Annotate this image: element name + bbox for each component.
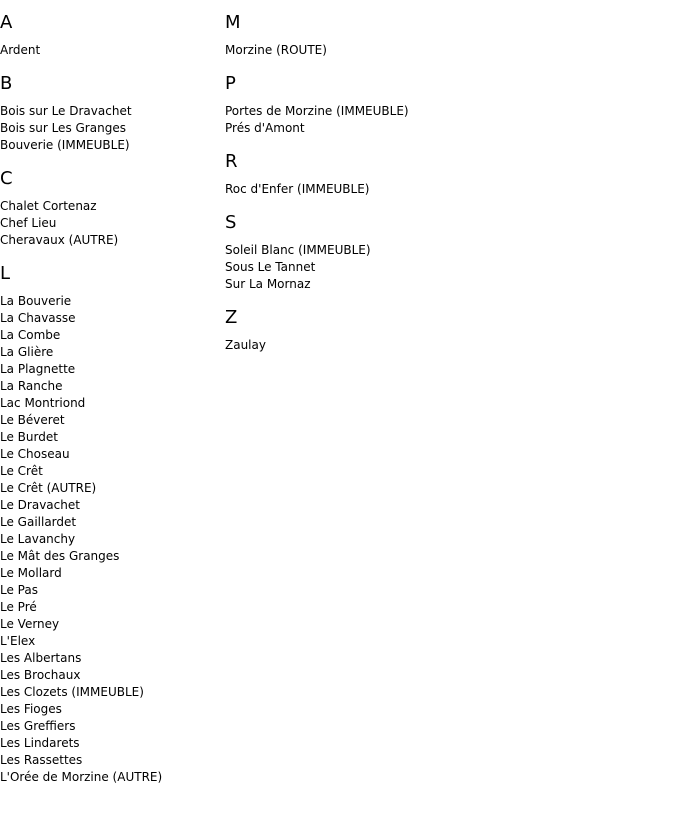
place-link[interactable]: Roc d'Enfer (IMMEUBLE) — [225, 182, 370, 196]
place-list — [0, 103, 220, 154]
place-link[interactable]: La Combe — [0, 328, 61, 342]
letter-heading: M — [225, 12, 241, 33]
place-link[interactable]: Les Fioges — [0, 702, 62, 716]
place-link[interactable]: Le Mollard — [0, 566, 62, 580]
letter-group — [225, 212, 665, 293]
letter-heading: C — [0, 168, 13, 189]
letter-heading: Z — [225, 307, 238, 328]
place-link[interactable]: L'Elex — [0, 634, 36, 648]
place-list — [225, 337, 665, 354]
left-column — [0, 0, 220, 786]
place-link[interactable]: Lac Montriond — [0, 396, 86, 410]
place-list — [225, 103, 665, 137]
place-link[interactable]: Cheravaux (AUTRE) — [0, 233, 119, 247]
place-link[interactable]: Prés d'Amont — [225, 121, 305, 135]
place-link[interactable]: L'Orée de Morzine (AUTRE) — [0, 770, 163, 784]
place-list — [0, 42, 220, 59]
place-link[interactable]: Les Albertans — [0, 651, 82, 665]
place-list — [225, 242, 665, 293]
place-link[interactable]: Le Pas — [0, 583, 38, 597]
place-link[interactable]: Soleil Blanc (IMMEUBLE) — [225, 243, 371, 257]
place-link[interactable]: Le Crêt — [0, 464, 43, 478]
letter-group — [0, 168, 220, 249]
place-link[interactable]: Portes de Morzine (IMMEUBLE) — [225, 104, 409, 118]
place-link[interactable]: Sur La Mornaz — [225, 277, 311, 291]
place-list — [0, 198, 220, 249]
letter-heading: L — [0, 263, 11, 284]
place-link[interactable]: Les Brochaux — [0, 668, 81, 682]
place-link[interactable]: Morzine (ROUTE) — [225, 43, 327, 57]
letter-heading: A — [0, 12, 13, 33]
place-link[interactable]: Le Béveret — [0, 413, 65, 427]
place-link[interactable]: La Chavasse — [0, 311, 76, 325]
place-link[interactable]: Le Crêt (AUTRE) — [0, 481, 97, 495]
place-link[interactable]: Le Gaillardet — [0, 515, 77, 529]
place-link[interactable]: La Ranche — [0, 379, 63, 393]
place-link[interactable]: Le Mât des Granges — [0, 549, 120, 563]
place-link[interactable]: Les Clozets (IMMEUBLE) — [0, 685, 144, 699]
letter-heading: R — [225, 151, 238, 172]
letter-group — [225, 307, 665, 354]
letter-group — [225, 151, 665, 198]
place-link[interactable]: Bois sur Le Dravachet — [0, 104, 132, 118]
place-link[interactable]: Chalet Cortenaz — [0, 199, 97, 213]
letter-heading: B — [0, 73, 13, 94]
right-column — [225, 0, 665, 354]
place-link[interactable]: Le Verney — [0, 617, 60, 631]
place-link[interactable]: Chef Lieu — [0, 216, 57, 230]
place-link[interactable]: Sous Le Tannet — [225, 260, 316, 274]
letter-heading: P — [225, 73, 236, 94]
place-link[interactable]: Zaulay — [225, 338, 266, 352]
place-link[interactable]: Le Burdet — [0, 430, 58, 444]
place-link[interactable]: La Glière — [0, 345, 54, 359]
letter-group — [0, 73, 220, 154]
place-link[interactable]: Le Choseau — [0, 447, 70, 461]
place-link[interactable]: Le Pré — [0, 600, 37, 614]
place-link[interactable]: La Plagnette — [0, 362, 76, 376]
place-link[interactable]: Les Lindarets — [0, 736, 80, 750]
letter-heading: S — [225, 212, 237, 233]
place-link[interactable]: Le Lavanchy — [0, 532, 76, 546]
place-link[interactable]: Les Rassettes — [0, 753, 83, 767]
place-list — [225, 42, 665, 59]
place-link[interactable]: Bouverie (IMMEUBLE) — [0, 138, 130, 152]
place-link[interactable]: Les Greffiers — [0, 719, 76, 733]
place-list — [225, 181, 665, 198]
place-link[interactable]: La Bouverie — [0, 294, 72, 308]
letter-group — [225, 73, 665, 137]
place-link[interactable]: Bois sur Les Granges — [0, 121, 126, 135]
place-link[interactable]: Le Dravachet — [0, 498, 80, 512]
letter-group — [0, 12, 220, 59]
letter-group — [0, 263, 220, 786]
place-list — [0, 293, 220, 786]
place-link[interactable]: Ardent — [0, 43, 41, 57]
letter-group — [225, 12, 665, 59]
